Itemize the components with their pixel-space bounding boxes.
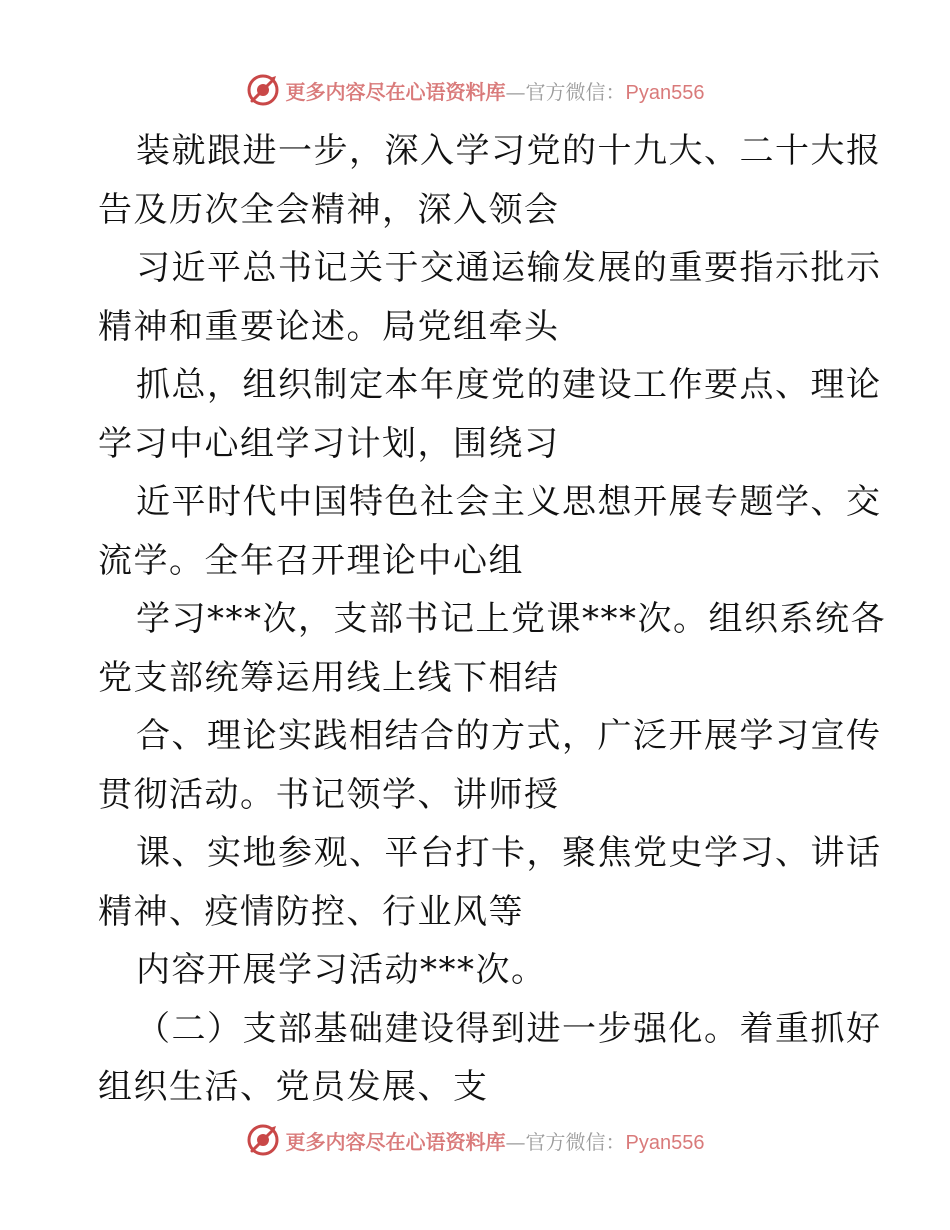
- body-line: 习近平总书记关于交通运输发展的重要指示批示: [136, 248, 882, 288]
- header-banner: [0, 70, 950, 110]
- body-line: 组织生活、党员发展、支: [98, 1067, 489, 1107]
- body-line: 精神和重要论述。局党组牵头: [98, 306, 560, 347]
- section-heading-line: （二）支部基础建设得到进一步强化。着重抓好: [136, 1008, 882, 1049]
- body-line: 告及历次全会精神，深入领会: [98, 189, 560, 230]
- document-body: [98, 122, 886, 1117]
- footer-banner-text: [286, 1126, 705, 1155]
- body-line: 抓总，组织制定本年度党的建设工作要点、理论: [136, 365, 882, 405]
- footer-banner: [0, 1120, 950, 1160]
- body-line: 学习***次，支部书记上党课***次。组织系统各: [136, 599, 886, 639]
- header-banner-wechat-id: Pyan556: [625, 81, 705, 104]
- body-line: 学习中心组学习计划，围绕习: [98, 423, 560, 464]
- body-line: 贯彻活动。书记领学、讲师授: [98, 774, 560, 815]
- red-seal-logo-icon: [246, 1123, 280, 1157]
- body-line: 近平时代中国特色社会主义思想开展专题学、交: [136, 482, 882, 522]
- footer-banner-wechat-id: Pyan556: [625, 1131, 705, 1154]
- body-line: 流学。全年召开理论中心组: [98, 540, 524, 581]
- red-seal-logo-icon: [246, 73, 280, 107]
- body-line: 精神、疫情防控、行业风等: [98, 891, 524, 932]
- footer-banner-title: 更多内容尽在心语资料库: [285, 1129, 506, 1154]
- body-line: 合、理论实践相结合的方式，广泛开展学习宣传: [136, 716, 882, 756]
- footer-banner-label: —官方微信：: [505, 1129, 626, 1154]
- body-line: 内容开展学习活动***次。: [136, 950, 547, 990]
- body-line: 装就跟进一步，深入学习党的十九大、二十大报: [136, 131, 882, 171]
- header-banner-text: [286, 76, 705, 105]
- header-banner-title: 更多内容尽在心语资料库: [285, 79, 506, 104]
- header-banner-label: —官方微信：: [505, 79, 626, 104]
- body-line: 课、实地参观、平台打卡，聚焦党史学习、讲话: [136, 833, 882, 873]
- body-line: 党支部统筹运用线上线下相结: [98, 657, 560, 698]
